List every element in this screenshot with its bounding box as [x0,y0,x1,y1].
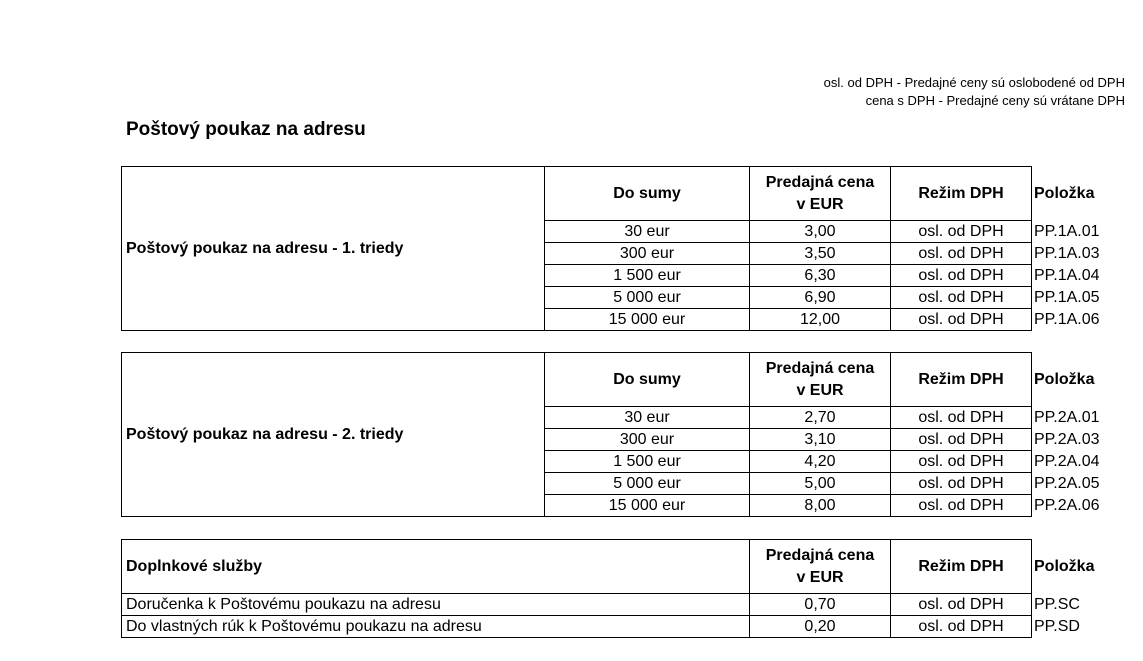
header-item: Položka [1032,353,1122,407]
vat-cell: osl. od DPH [891,616,1032,638]
vat-cell: osl. od DPH [891,243,1032,265]
class1-label: Poštový poukaz na adresu - 1. triedy [122,167,545,331]
header-vat: Režim DPH [891,167,1032,221]
amount-cell: 300 eur [545,429,750,451]
extras-label: Doplnkové služby [122,540,750,594]
class2-label: Poštový poukaz na adresu - 2. triedy [122,353,545,517]
amount-cell: 5 000 eur [545,473,750,495]
amount-cell: 15 000 eur [545,495,750,517]
legend-line-incl: cena s DPH - Predajné ceny sú vrátane DPH [865,93,1125,108]
amount-cell: 1 500 eur [545,265,750,287]
header-vat: Režim DPH [891,540,1032,594]
price-cell: 6,90 [750,287,891,309]
page-title: Poštový poukaz na adresu [126,119,366,140]
table-row [122,616,1122,638]
item-code-cell: PP.SC [1032,594,1122,616]
price-cell: 12,00 [750,309,891,331]
vat-cell: osl. od DPH [891,265,1032,287]
price-cell: 2,70 [750,407,891,429]
price-cell: 6,30 [750,265,891,287]
header-price: Predajná cena v EUR [750,353,891,407]
price-cell: 3,00 [750,221,891,243]
vat-cell: osl. od DPH [891,451,1032,473]
vat-cell: osl. od DPH [891,429,1032,451]
vat-cell: osl. od DPH [891,473,1032,495]
item-code-cell: PP.1A.01 [1032,221,1122,243]
legend-line-exempt: osl. od DPH - Predajné ceny sú oslobodené od DPH [823,75,1125,90]
price-cell: 5,00 [750,473,891,495]
price-cell: 0,70 [750,594,891,616]
item-code-cell: PP.1A.03 [1032,243,1122,265]
service-name-cell: Doručenka k Poštovému poukazu na adresu [122,594,750,616]
item-code-cell: PP.2A.03 [1032,429,1122,451]
price-cell: 8,00 [750,495,891,517]
header-vat: Režim DPH [891,353,1032,407]
amount-cell: 15 000 eur [545,309,750,331]
item-code-cell: PP.2A.04 [1032,451,1122,473]
price-cell: 3,50 [750,243,891,265]
vat-cell: osl. od DPH [891,309,1032,331]
vat-cell: osl. od DPH [891,221,1032,243]
item-code-cell: PP.1A.06 [1032,309,1122,331]
item-code-cell: PP.2A.01 [1032,407,1122,429]
header-price: Predajná cena v EUR [750,167,891,221]
amount-cell: 300 eur [545,243,750,265]
table-row [122,594,1122,616]
price-cell: 0,20 [750,616,891,638]
item-code-cell: PP.1A.05 [1032,287,1122,309]
header-item: Položka [1032,167,1122,221]
class2-price-table [121,352,1122,517]
header-price: Predajná cena v EUR [750,540,891,594]
item-code-cell: PP.2A.06 [1032,495,1122,517]
header-item: Položka [1032,540,1122,594]
vat-cell: osl. od DPH [891,287,1032,309]
amount-cell: 30 eur [545,407,750,429]
vat-cell: osl. od DPH [891,407,1032,429]
price-cell: 3,10 [750,429,891,451]
extras-price-table [121,539,1122,638]
amount-cell: 30 eur [545,221,750,243]
header-amount: Do sumy [545,167,750,221]
item-code-cell: PP.SD [1032,616,1122,638]
amount-cell: 5 000 eur [545,287,750,309]
item-code-cell: PP.1A.04 [1032,265,1122,287]
price-cell: 4,20 [750,451,891,473]
vat-legend [824,74,1125,110]
header-amount: Do sumy [545,353,750,407]
amount-cell: 1 500 eur [545,451,750,473]
vat-cell: osl. od DPH [891,594,1032,616]
vat-cell: osl. od DPH [891,495,1032,517]
item-code-cell: PP.2A.05 [1032,473,1122,495]
class1-price-table [121,166,1122,331]
service-name-cell: Do vlastných rúk k Poštovému poukazu na adresu [122,616,750,638]
